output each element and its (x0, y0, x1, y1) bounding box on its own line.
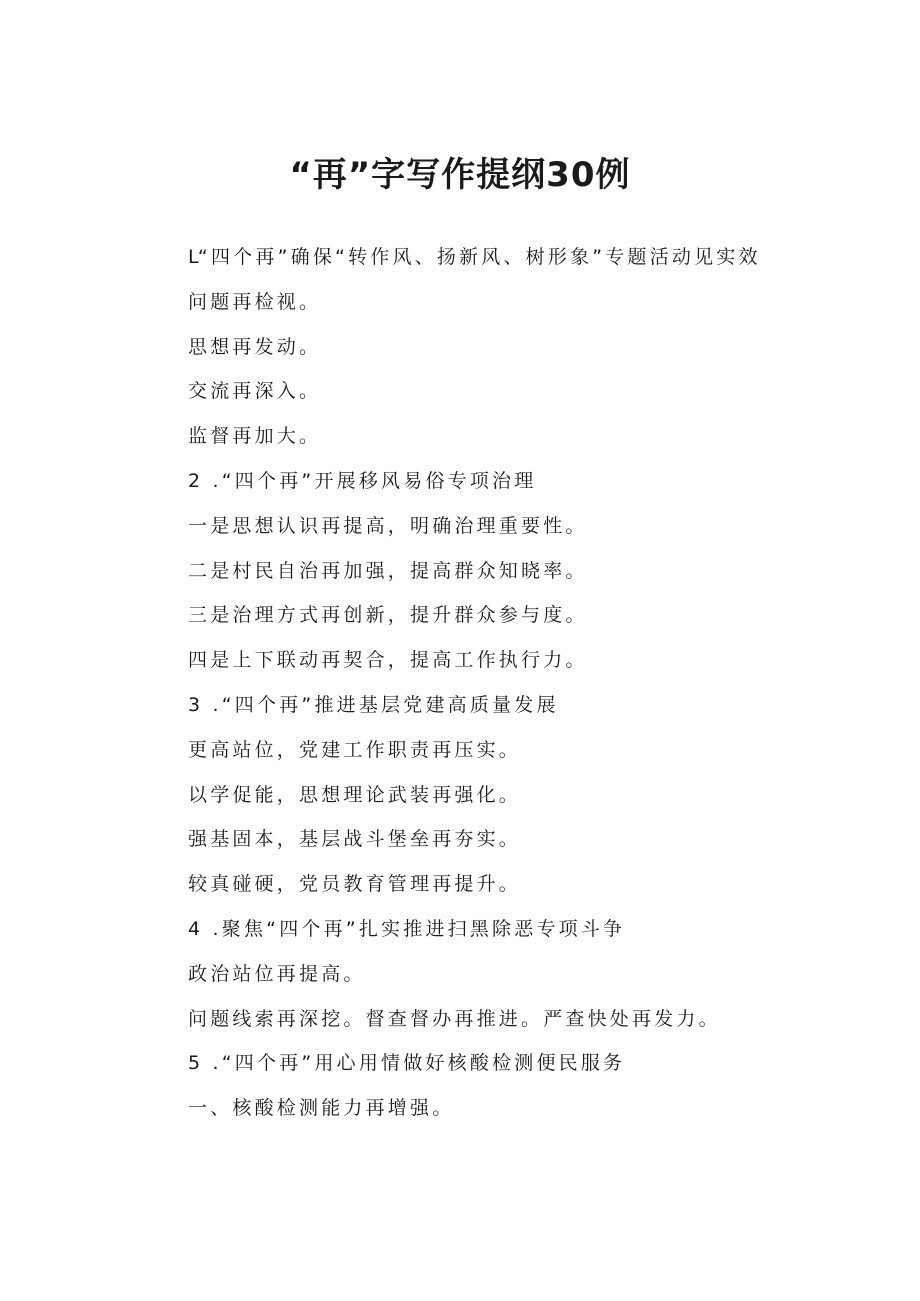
text-line: 一、核酸检测能力再增强。 (188, 1097, 455, 1120)
section-heading-1: L“四个再”确保“转作风、扬新风、树形象”专题活动见实效 (188, 246, 761, 268)
text-line: 问题再检视。 (188, 290, 322, 313)
document-body (188, 235, 828, 1131)
text-line: 一是思想认识再提高，明确治理重要性。 (188, 514, 588, 537)
section-heading-2: 2 .“四个再”开展移风易俗专项治理 (188, 469, 537, 492)
section-heading-5: 5 .“四个再”用心用情做好核酸检测便民服务 (188, 1052, 626, 1075)
text-line: 政治站位再提高。 (188, 962, 366, 985)
document-title: “再”字写作提纲30例 (289, 155, 631, 195)
text-line: 问题线索再深挖。督查督办再推进。严查快处再发力。 (188, 1007, 721, 1030)
text-line: 思想再发动。 (188, 335, 322, 358)
section-heading-3: 3 .“四个再”推进基层党建高质量发展 (188, 693, 559, 716)
text-line: 四是上下联动再契合，提高工作执行力。 (188, 649, 588, 672)
text-line: 以学促能，思想理论武装再强化。 (188, 783, 522, 806)
text-line: 交流再深入。 (188, 380, 322, 403)
text-line: 监督再加大。 (188, 425, 322, 448)
section-heading-4: 4 .聚焦“四个再”扎实推进扫黑除恶专项斗争 (188, 917, 626, 940)
text-line: 较真碰硬，党员教育管理再提升。 (188, 873, 522, 896)
text-line: 强基固本，基层战斗堡垒再夯实。 (188, 828, 522, 851)
text-line: 二是村民自治再加强，提高群众知晓率。 (188, 559, 588, 582)
text-line: 三是治理方式再创新，提升群众参与度。 (188, 604, 588, 627)
text-line: 更高站位，党建工作职责再压实。 (188, 738, 522, 761)
